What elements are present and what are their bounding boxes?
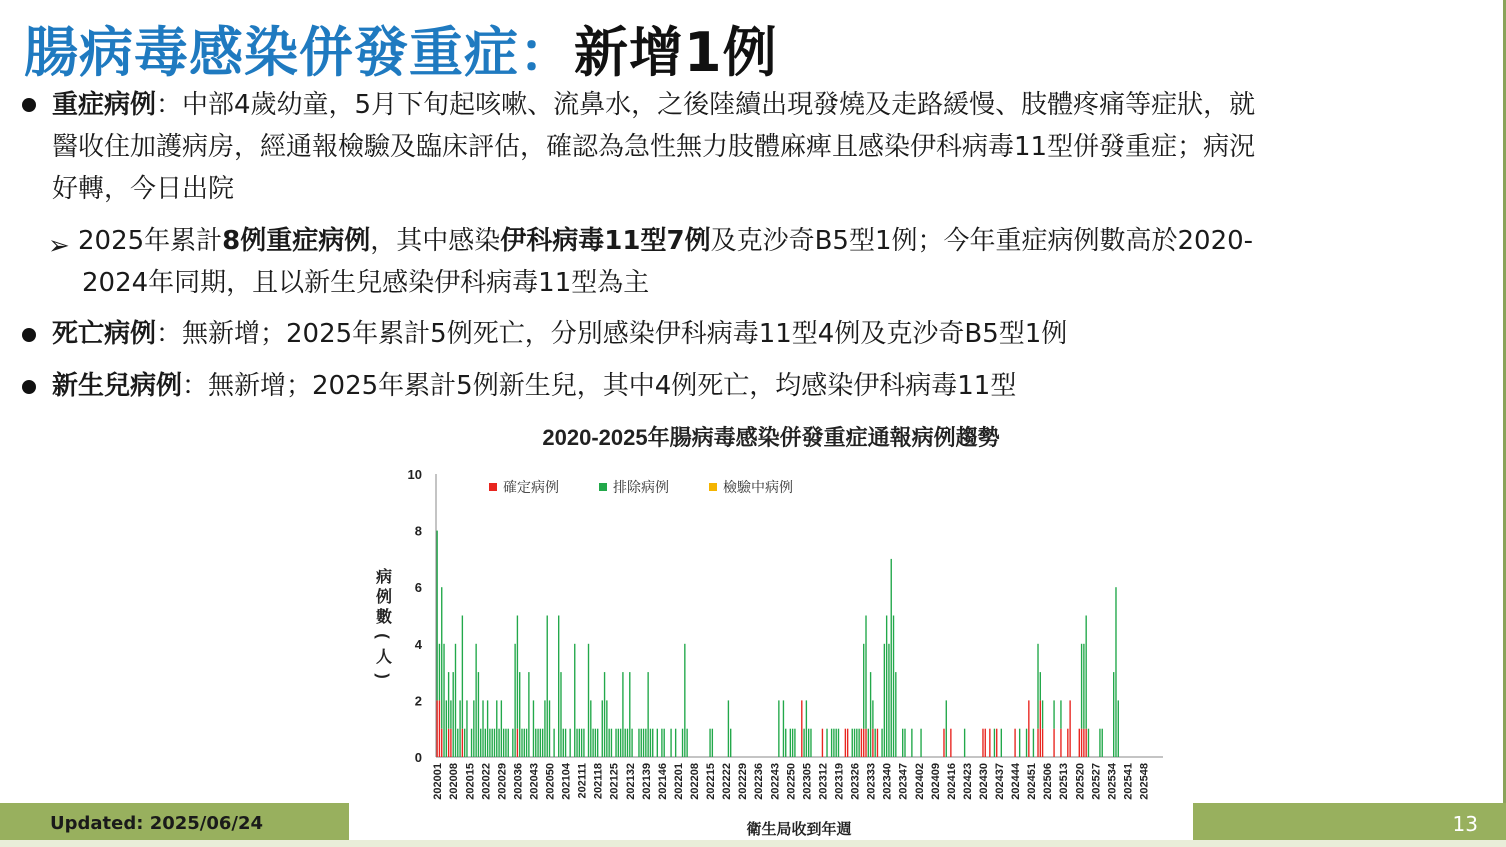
x-tick-label: 202340: [881, 763, 894, 800]
bar-排除病例: [581, 729, 582, 757]
bar-排除病例: [1019, 729, 1020, 757]
x-tick-label: 202541: [1122, 763, 1135, 800]
bar-排除病例: [549, 700, 550, 757]
y-axis-title-char: 數: [375, 609, 393, 626]
bar-確定病例: [982, 729, 983, 757]
trend-chart: [349, 420, 1193, 840]
bar-確定病例: [1079, 729, 1080, 757]
bar-排除病例: [597, 729, 598, 757]
legend-label: 確定病例: [503, 479, 559, 495]
y-tick-label: 4: [414, 636, 422, 652]
x-tick-label: 202347: [897, 763, 910, 800]
bar-排除病例: [478, 672, 479, 757]
bar-排除病例: [604, 672, 605, 757]
chart-panel: [349, 420, 1193, 840]
bar-排除病例: [1115, 587, 1116, 757]
bar-排除病例: [670, 729, 671, 757]
x-tick-label: 202146: [656, 763, 669, 800]
bar-排除病例: [806, 700, 807, 757]
bar-排除病例: [852, 729, 853, 757]
y-axis-title-char: ): [374, 673, 391, 679]
x-tick-label: 202250: [785, 763, 798, 800]
bar-排除病例: [629, 672, 630, 757]
legend-swatch: [709, 483, 717, 491]
x-tick-label: 202118: [592, 763, 605, 800]
bar-確定病例: [1083, 729, 1084, 757]
bar-排除病例: [480, 729, 481, 757]
bar-確定病例: [1081, 729, 1082, 757]
bar-確定病例: [450, 729, 451, 757]
bar-確定病例: [985, 729, 986, 757]
bar-排除病例: [498, 729, 499, 757]
y-axis-title-char: 人: [375, 649, 393, 666]
bar-排除病例: [574, 644, 575, 757]
y-tick-label: 6: [414, 580, 422, 596]
x-tick-label: 202437: [994, 763, 1007, 800]
bar-排除病例: [446, 700, 447, 757]
x-tick-label: 202312: [817, 763, 830, 800]
bar-排除病例: [911, 729, 912, 757]
bar-排除病例: [794, 729, 795, 757]
bar-排除病例: [1026, 729, 1027, 757]
bar-排除病例: [579, 729, 580, 757]
x-tick-label: 202008: [448, 763, 461, 800]
bar-排除病例: [439, 644, 440, 701]
x-tick-label: 202029: [496, 763, 509, 800]
bar-排除病例: [1083, 644, 1084, 729]
bar-排除病例: [895, 672, 896, 757]
cumulative-text: 2025年累計: [78, 226, 223, 256]
bar-排除病例: [542, 729, 543, 757]
legend-label: 排除病例: [613, 479, 669, 495]
bar-確定病例: [441, 729, 442, 757]
bar-確定病例: [872, 729, 873, 757]
bar-確定病例: [1037, 729, 1038, 757]
cumulative-text: 感染: [448, 226, 501, 256]
bar-排除病例: [606, 700, 607, 757]
x-tick-label: 202015: [464, 763, 477, 800]
bar-排除病例: [886, 616, 887, 758]
cumulative-echo11: 伊科病毒11型7例: [500, 226, 711, 256]
bar-排除病例: [475, 644, 476, 757]
bar-確定病例: [865, 729, 866, 757]
death-case-label: 死亡病例: [52, 319, 157, 349]
bar-排除病例: [487, 700, 488, 757]
bar-排除病例: [540, 729, 541, 757]
bar-排除病例: [1118, 700, 1119, 757]
bar-確定病例: [996, 729, 997, 757]
bar-排除病例: [627, 729, 628, 757]
title-topic: 腸病毒感染併發重症：: [24, 21, 574, 84]
bar-排除病例: [856, 729, 857, 757]
bar-排除病例: [436, 531, 437, 701]
bar-排除病例: [558, 616, 559, 758]
x-tick-label: 202229: [737, 763, 750, 800]
x-tick-label: 202534: [1106, 763, 1119, 800]
bar-確定病例: [1028, 700, 1029, 757]
x-tick-label: 202201: [672, 763, 685, 800]
bar-排除病例: [590, 700, 591, 757]
bar-排除病例: [441, 587, 442, 729]
bar-排除病例: [858, 729, 859, 757]
severe-case-line3: 好轉，今日出院: [52, 174, 235, 204]
x-tick-label: 202444: [1010, 763, 1023, 800]
bar-排除病例: [872, 700, 873, 728]
x-tick-label: 202319: [833, 763, 846, 800]
newborn-case-label: 新生兒病例: [52, 371, 183, 401]
bar-排除病例: [537, 729, 538, 757]
legend-swatch: [489, 483, 497, 491]
y-tick-label: 0: [414, 750, 422, 765]
y-tick-label: 10: [407, 467, 422, 482]
bar-排除病例: [514, 644, 515, 757]
page-title: [24, 10, 778, 87]
bar-排除病例: [519, 672, 520, 757]
x-tick-label: 202423: [961, 763, 974, 800]
bar-排除病例: [833, 729, 834, 757]
bar-排除病例: [657, 729, 658, 757]
bar-確定病例: [877, 729, 878, 757]
arrow-icon: ➢: [48, 231, 70, 261]
bar-排除病例: [1113, 672, 1114, 757]
bar-排除病例: [503, 729, 504, 757]
bar-排除病例: [473, 700, 474, 757]
bar-排除病例: [631, 729, 632, 757]
bar-確定病例: [462, 729, 463, 757]
bar-排除病例: [865, 616, 866, 729]
bar-排除病例: [641, 729, 642, 757]
bar-排除病例: [888, 644, 889, 757]
bar-排除病例: [471, 729, 472, 757]
x-tick-label: 202104: [560, 763, 573, 800]
x-tick-label: 202527: [1090, 763, 1103, 800]
bar-確定病例: [943, 729, 944, 757]
bar-排除病例: [576, 729, 577, 757]
bar-排除病例: [684, 644, 685, 757]
bar-排除病例: [618, 729, 619, 757]
bar-排除病例: [494, 729, 495, 757]
x-tick-label: 202022: [480, 763, 493, 800]
x-tick-label: 202326: [849, 763, 862, 800]
x-tick-label: 202520: [1074, 763, 1087, 800]
bar-排除病例: [526, 729, 527, 757]
bar-確定病例: [1067, 729, 1068, 757]
x-tick-label: 202132: [624, 763, 637, 800]
x-tick-label: 202001: [432, 763, 445, 800]
bar-排除病例: [891, 559, 892, 757]
bar-排除病例: [501, 700, 502, 757]
bar-排除病例: [524, 729, 525, 757]
bar-排除病例: [615, 729, 616, 757]
bar-排除病例: [792, 729, 793, 757]
bar-排除病例: [946, 700, 947, 757]
y-axis-title-char: 病: [375, 569, 393, 586]
page-number: 13: [1452, 812, 1478, 836]
bar-確定病例: [1053, 729, 1054, 757]
bar-排除病例: [496, 700, 497, 757]
y-axis-title-char: 例: [375, 589, 393, 606]
bar-排除病例: [533, 700, 534, 757]
x-tick-label: 202305: [801, 763, 814, 800]
bar-排除病例: [455, 644, 456, 757]
x-tick-label: 202043: [528, 763, 541, 800]
severe-case-line2: 醫收住加護病房，經通報檢驗及臨床評估，確認為急性無力肢體麻痺且感染伊科病毒11型併發重症；病況: [52, 132, 1256, 162]
bar-排除病例: [902, 729, 903, 757]
bar-排除病例: [643, 729, 644, 757]
bar-排除病例: [638, 729, 639, 757]
bar-排除病例: [563, 729, 564, 757]
bar-排除病例: [1081, 644, 1082, 729]
bar-排除病例: [964, 729, 965, 757]
bar-排除病例: [569, 729, 570, 757]
bar-排除病例: [893, 616, 894, 758]
newborn-case-line: [52, 365, 1016, 407]
bar-排除病例: [675, 729, 676, 757]
bar-排除病例: [650, 729, 651, 757]
bar-排除病例: [462, 616, 463, 729]
bar-排除病例: [647, 672, 648, 757]
bar-排除病例: [783, 700, 784, 757]
x-tick-label: 202416: [945, 763, 958, 800]
x-tick-label: 202236: [753, 763, 766, 800]
x-tick-label: 202215: [705, 763, 718, 800]
severe-case-line1: [52, 84, 1255, 126]
bar-排除病例: [1033, 729, 1034, 757]
x-tick-label: 202111: [576, 763, 589, 799]
bar-排除病例: [1042, 700, 1043, 728]
x-tick-label: 202409: [929, 763, 942, 800]
bar-排除病例: [838, 729, 839, 757]
bar-排除病例: [464, 729, 465, 757]
bullet-icon: [22, 98, 36, 112]
bar-排除病例: [686, 729, 687, 757]
bar-排除病例: [622, 672, 623, 757]
bar-排除病例: [874, 729, 875, 757]
bullet-icon: [22, 380, 36, 394]
bar-排除病例: [508, 729, 509, 757]
bar-確定病例: [1040, 700, 1041, 757]
bar-排除病例: [453, 672, 454, 757]
bar-確定病例: [1042, 729, 1043, 757]
bar-確定病例: [822, 729, 823, 757]
bar-排除病例: [904, 729, 905, 757]
cumulative-text: ，其中: [370, 226, 449, 256]
bar-排除病例: [1088, 729, 1089, 757]
y-tick-label: 8: [414, 523, 422, 539]
bar-排除病例: [565, 729, 566, 757]
chart-title: 2020-2025年腸病毒感染併發重症通報病例趨勢: [542, 425, 1000, 450]
bar-排除病例: [1053, 700, 1054, 728]
bullet-icon: [22, 328, 36, 342]
bar-排除病例: [854, 729, 855, 757]
bar-排除病例: [595, 729, 596, 757]
bar-排除病例: [544, 700, 545, 757]
x-axis-title: 衛生局收到年週: [746, 821, 852, 838]
cumulative-text: 及克沙奇B5型1例；今年重症病例數高於2020-: [710, 226, 1254, 256]
bar-確定病例: [847, 729, 848, 757]
bar-排除病例: [785, 729, 786, 757]
bar-排除病例: [831, 729, 832, 757]
bar-排除病例: [728, 700, 729, 757]
y-axis-title-char: (: [374, 633, 391, 639]
severe-case-text1: ：中部4歲幼童，5月下旬起咳嗽、流鼻水，之後陸續出現發燒及走路緩慢、肢體疼痛等症狀，就: [156, 90, 1256, 120]
x-tick-label: 202402: [913, 763, 926, 800]
bar-確定病例: [517, 729, 518, 757]
title-highlight: 新增1例: [574, 21, 778, 84]
bar-排除病例: [553, 729, 554, 757]
bar-排除病例: [535, 729, 536, 757]
bar-排除病例: [1040, 672, 1041, 700]
bar-排除病例: [459, 700, 460, 757]
bar-確定病例: [845, 729, 846, 757]
bar-排除病例: [588, 644, 589, 757]
bar-排除病例: [868, 729, 869, 757]
death-case-line: [52, 313, 1067, 355]
x-tick-label: 202243: [769, 763, 782, 800]
bar-排除病例: [512, 729, 513, 757]
bar-排除病例: [803, 729, 804, 757]
cumulative-line1: [78, 220, 1253, 262]
bar-排除病例: [602, 700, 603, 757]
bar-排除病例: [443, 644, 444, 757]
bar-排除病例: [625, 729, 626, 757]
bar-排除病例: [583, 729, 584, 757]
death-case-text: ：無新增；2025年累計5例死亡，分別感染伊科病毒11型4例及克沙奇B5型1例: [156, 319, 1068, 349]
bar-確定病例: [989, 729, 990, 757]
bar-排除病例: [485, 729, 486, 757]
x-tick-label: 202451: [1026, 763, 1039, 800]
bar-排除病例: [521, 729, 522, 757]
bar-排除病例: [457, 729, 458, 757]
bar-排除病例: [1102, 729, 1103, 757]
bar-排除病例: [482, 700, 483, 757]
legend-swatch: [599, 483, 607, 491]
bar-排除病例: [450, 700, 451, 728]
bar-排除病例: [1060, 700, 1061, 728]
x-tick-label: 202125: [608, 763, 621, 800]
x-tick-label: 202139: [640, 763, 653, 800]
bar-排除病例: [466, 700, 467, 757]
bar-排除病例: [870, 672, 871, 757]
x-tick-label: 202513: [1058, 763, 1071, 800]
bar-排除病例: [682, 729, 683, 757]
bar-確定病例: [439, 700, 440, 757]
bar-確定病例: [436, 700, 437, 757]
bar-排除病例: [652, 729, 653, 757]
bar-排除病例: [661, 729, 662, 757]
bar-確定病例: [1014, 729, 1015, 757]
bar-排除病例: [1001, 729, 1002, 757]
cumulative-line2: 2024年同期，且以新生兒感染伊科病毒11型為主: [82, 268, 650, 298]
bar-排除病例: [608, 729, 609, 757]
bar-確定病例: [1085, 729, 1086, 757]
bar-確定病例: [1069, 700, 1070, 757]
bar-排除病例: [491, 729, 492, 757]
bar-排除病例: [528, 672, 529, 757]
bar-確定病例: [448, 729, 449, 757]
bar-排除病例: [505, 729, 506, 757]
legend-label: 檢驗中病例: [723, 479, 793, 495]
footer-strip: [0, 840, 1506, 847]
bar-排除病例: [836, 729, 837, 757]
bar-排除病例: [881, 729, 882, 757]
y-tick-label: 2: [414, 693, 422, 709]
bar-排除病例: [1085, 616, 1086, 729]
x-tick-label: 202036: [512, 763, 525, 800]
bar-排除病例: [884, 644, 885, 757]
bar-排除病例: [1099, 729, 1100, 757]
updated-date: Updated: 2025/06/24: [50, 813, 264, 834]
bar-排除病例: [645, 729, 646, 757]
bar-排除病例: [712, 729, 713, 757]
newborn-case-text: ：無新增；2025年累計5例新生兒，其中4例死亡，均感染伊科病毒11型: [182, 371, 1017, 401]
x-tick-label: 202430: [977, 763, 990, 800]
bar-排除病例: [664, 729, 665, 757]
bar-排除病例: [863, 644, 864, 729]
bar-排除病例: [810, 729, 811, 757]
bar-排除病例: [489, 729, 490, 757]
x-tick-label: 202222: [721, 763, 734, 800]
bar-排除病例: [448, 672, 449, 729]
bar-排除病例: [994, 729, 995, 757]
bar-排除病例: [1037, 644, 1038, 729]
bar-排除病例: [790, 729, 791, 757]
bar-排除病例: [826, 729, 827, 757]
x-tick-label: 202050: [544, 763, 557, 800]
bar-排除病例: [709, 729, 710, 757]
x-tick-label: 202333: [865, 763, 878, 800]
bar-排除病例: [778, 700, 779, 757]
bar-確定病例: [801, 700, 802, 757]
bar-確定病例: [950, 729, 951, 757]
bar-排除病例: [920, 729, 921, 757]
bar-確定病例: [1060, 729, 1061, 757]
x-tick-label: 202506: [1042, 763, 1055, 800]
bar-排除病例: [611, 729, 612, 757]
cumulative-count: 8例重症病例: [222, 226, 371, 256]
severe-case-label: 重症病例: [52, 90, 157, 120]
bar-確定病例: [861, 729, 862, 757]
bar-確定病例: [863, 729, 864, 757]
x-tick-label: 202548: [1138, 763, 1151, 800]
bar-排除病例: [730, 729, 731, 757]
bar-排除病例: [517, 616, 518, 729]
bar-排除病例: [620, 729, 621, 757]
bar-排除病例: [560, 672, 561, 757]
bar-排除病例: [808, 729, 809, 757]
bar-排除病例: [592, 729, 593, 757]
x-tick-label: 202208: [689, 763, 702, 800]
bar-排除病例: [547, 616, 548, 758]
